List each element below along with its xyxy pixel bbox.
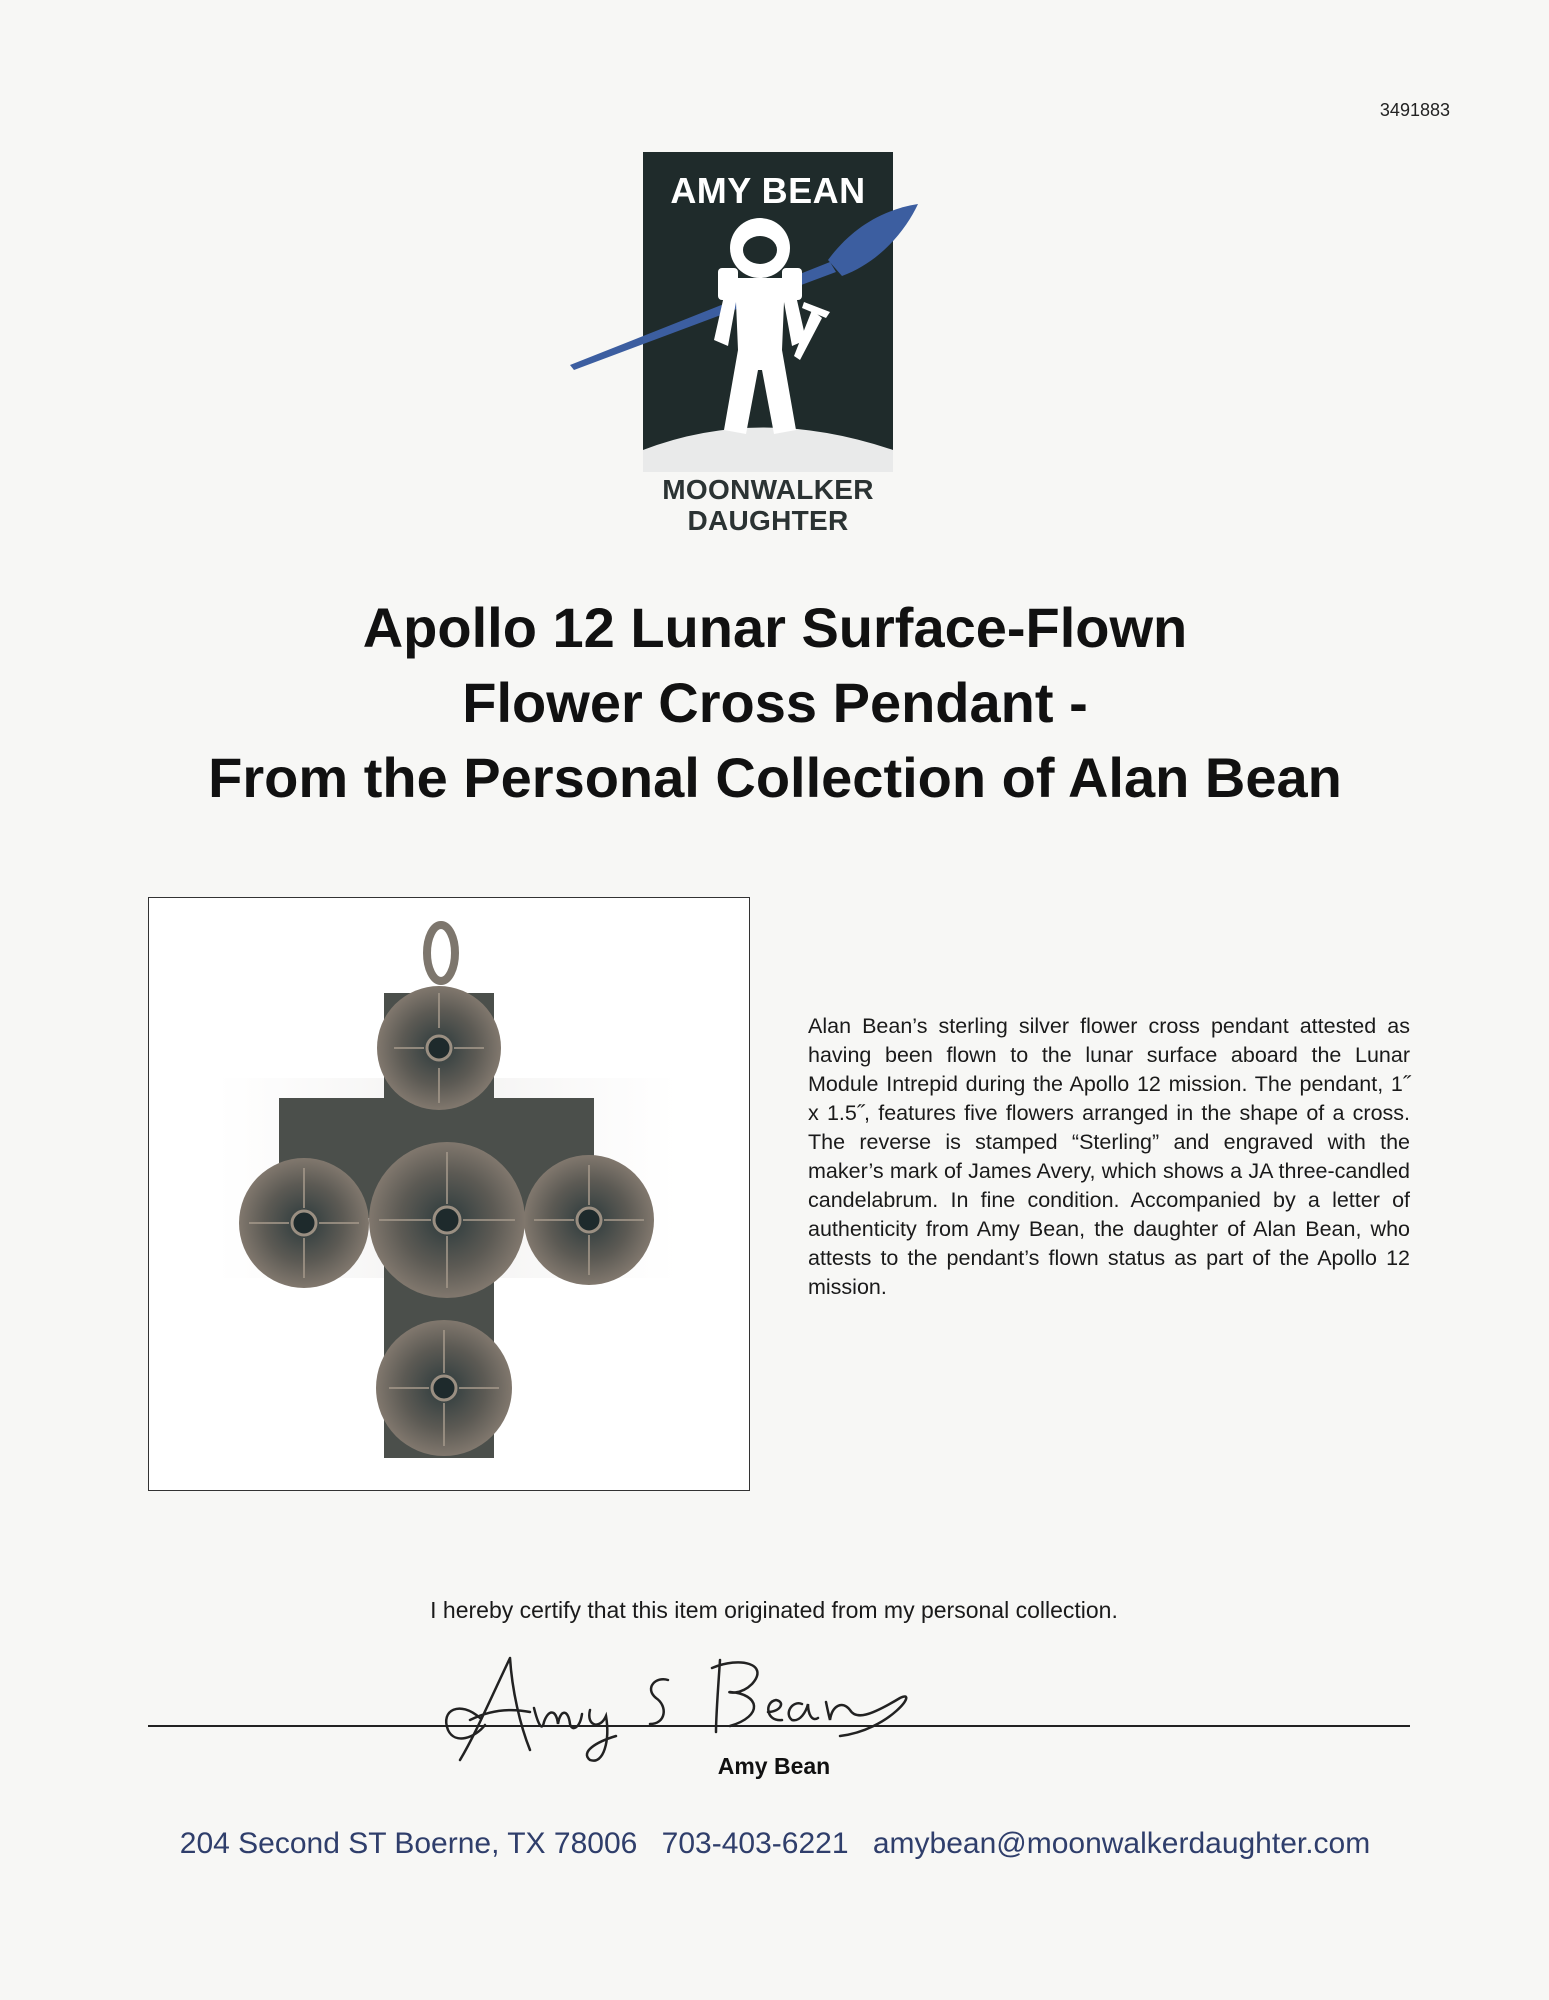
- signer-name: Amy Bean: [717, 1753, 831, 1779]
- certificate-number: 3491883: [1379, 100, 1450, 120]
- page-title: [60, 590, 1490, 815]
- astronaut-icon: [714, 218, 830, 434]
- flower-cross-pendant-icon: [149, 898, 748, 1489]
- contact-footer: [60, 1827, 1490, 1861]
- logo-subtitle: [600, 474, 936, 536]
- astronaut-with-paintbrush-icon: [560, 190, 940, 480]
- footer-address: 204 Second ST Boerne, TX 78006: [179, 1827, 638, 1860]
- logo-subtitle-line1: MOONWALKER: [662, 474, 874, 505]
- pendant-photo: [148, 897, 750, 1491]
- title-line2: Flower Cross Pendant -: [462, 671, 1088, 734]
- title-line1: Apollo 12 Lunar Surface-Flown: [362, 596, 1188, 659]
- signature-line: [148, 1725, 1410, 1727]
- signature: [430, 1640, 950, 1770]
- certification-statement: I hereby certify that this item originated from my personal collection.: [430, 1597, 1118, 1623]
- title-line3: From the Personal Collection of Alan Bean: [208, 746, 1342, 809]
- footer-phone[interactable]: 703-403-6221: [661, 1827, 849, 1860]
- item-description: Alan Bean’s sterling silver flower cross pendant attested as having been flown to the lunar surface aboard the Lunar Module Intrepid during the Apollo 12 mission. The pendant, 1˝ x 1.5˝, features five flowers arranged in the shape of a cross. The reverse is stamped “Sterling” and engraved with the maker’s mark of James Avery, which shows a JA three-candled candelabrum. In fine condition. Accompanied by a letter of authenticity from Amy Bean, the daughter of Alan Bean, who attests to the pendant’s flown status as part of the Apollo 12 mission.: [808, 1014, 1410, 1299]
- logo-title: AMY BEAN: [670, 170, 866, 211]
- logo-subtitle-line2: DAUGHTER: [687, 505, 849, 536]
- footer-email[interactable]: amybean@moonwalkerdaughter.com: [872, 1827, 1371, 1860]
